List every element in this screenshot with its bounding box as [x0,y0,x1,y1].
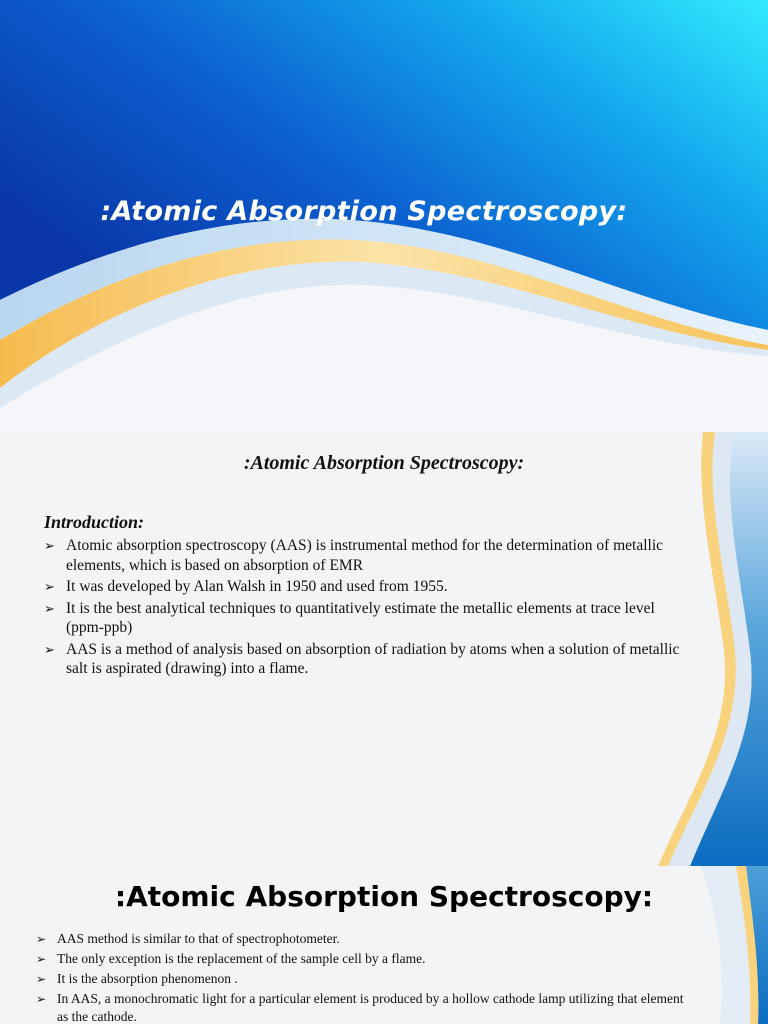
bullet-text: AAS is a method of analysis based on absorption of radiation by atoms when a solution of metallic salt is aspirated (drawing) into a flame. [66,640,680,677]
bullet-text: AAS method is similar to that of spectrophotometer. [57,931,340,946]
list-item [36,930,696,948]
principle-slide [0,866,768,1024]
arrow-bullet-icon: ➢ [36,972,47,986]
section-heading: Introduction: [44,512,145,532]
arrow-bullet-icon: ➢ [36,952,47,966]
list-item [36,950,696,968]
bullet-list [44,536,694,681]
list-item [44,640,694,679]
introduction-slide [0,432,768,866]
list-item [44,577,694,597]
arrow-bullet-icon: ➢ [36,932,47,946]
list-item [44,536,694,575]
bullet-list [36,930,696,1024]
arrow-bullet-icon: ➢ [36,992,47,1006]
bullet-text: The only exception is the replacement of the sample cell by a flame. [57,951,426,966]
arrow-bullet-icon: ➢ [44,579,55,594]
list-item [36,990,696,1024]
slide-title: :Atomic Absorption Spectroscopy: [114,880,654,913]
slide-title: :Atomic Absorption Spectroscopy: [243,452,525,474]
title-slide [0,0,768,432]
slide-title: :Atomic Absorption Spectroscopy: [100,196,628,227]
arrow-bullet-icon: ➢ [44,600,55,616]
bullet-text: It is the absorption phenomenon . [57,971,238,986]
list-item [36,970,696,988]
arrow-bullet-icon: ➢ [44,641,55,657]
arrow-bullet-icon: ➢ [44,538,55,553]
bullet-text: In AAS, a monochromatic light for a particular element is produced by a hollow cathode lamp utilizing that element as the cathode. [57,991,684,1024]
bullet-text: It was developed by Alan Walsh in 1950 and used from 1955. [66,578,448,595]
bullet-text: Atomic absorption spectroscopy (AAS) is instrumental method for the determination of metallic elements, which is based on absorption of EMR [66,537,664,574]
bullet-text: It is the best analytical techniques to quantitatively estimate the metallic elements at trace level (ppm-ppb) [66,599,655,636]
list-item [44,599,694,638]
